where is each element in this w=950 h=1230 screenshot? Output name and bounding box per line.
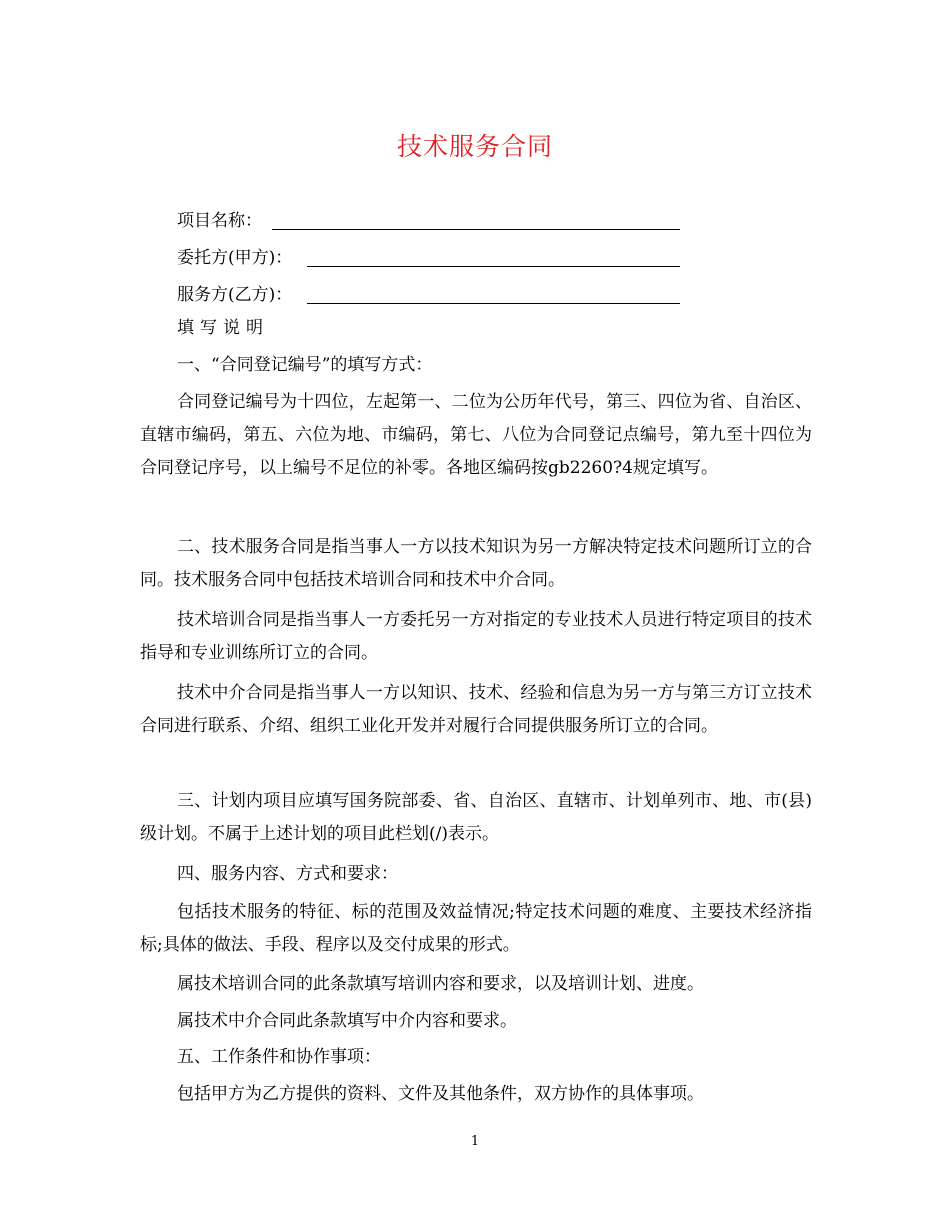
section-heading-1: 一、“合同登记编号”的填写方式：	[177, 355, 433, 375]
project-name-blank-line	[272, 229, 680, 230]
field-label: 服务方(乙方)：	[177, 285, 293, 305]
section-heading-4: 四、服务内容、方式和要求：	[177, 864, 398, 884]
paragraph-training-clause: 属技术培训合同的此条款填写培训内容和要求，以及培训计划、进度。	[177, 974, 704, 994]
project-name-field	[177, 206, 262, 236]
document-title: 技术服务合同	[396, 132, 553, 161]
section-heading-5: 五、工作条件和协作事项：	[177, 1047, 381, 1067]
paragraph-planned-projects: 三、计划内项目应填写国务院部委、省、自治区、直辖市、计划单列市、地、市(县)级计划。不属于上述计划的项目此栏划(/)表示。	[140, 791, 812, 844]
client-party-a-field	[177, 243, 292, 273]
paragraph-training-contract: 技术培训合同是指当事人一方委托另一方对指定的专业技术人员进行特定项目的技术指导和专业训练所订立的合同。	[140, 610, 812, 663]
paragraph-service-contract-definition: 二、技术服务合同是指当事人一方以技术知识为另一方解决特定技术问题所订立的合同。技术服务合同中包括技术培训合同和技术中介合同。	[140, 537, 812, 590]
page-number: 1	[470, 1134, 480, 1149]
paragraph-service-content: 包括技术服务的特征、标的范围及效益情况;特定技术问题的难度、主要技术经济指标;具体的做法、手段、程序以及交付成果的形式。	[140, 902, 812, 955]
paragraph-work-conditions: 包括甲方为乙方提供的资料、文件及其他条件，双方协作的具体事项。	[177, 1084, 704, 1104]
service-party-b-blank-line	[307, 303, 680, 304]
paragraph-registration-number: 合同登记编号为十四位，左起第一、二位为公历年代号，第三、四位为省、自治区、直辖市编码，第五、六位为地、市编码，第七、八位为合同登记点编号，第九至十四位为合同登记序号，以上编号不足位的补零。各地区编码按gb2260?4规定填写。	[140, 392, 812, 478]
field-label: 委托方(甲方)：	[177, 248, 293, 268]
service-party-b-field	[177, 280, 292, 310]
paragraph-intermediary-clause: 属技术中介合同此条款填写中介内容和要求。	[177, 1011, 517, 1031]
client-party-a-blank-line	[307, 266, 680, 267]
paragraph-intermediary-contract: 技术中介合同是指当事人一方以知识、技术、经验和信息为另一方与第三方订立技术合同进行联系、介绍、组织工业化开发并对履行合同提供服务所订立的合同。	[140, 683, 812, 736]
field-label: 项目名称：	[177, 211, 262, 231]
instructions-heading: 填写说明	[177, 318, 269, 338]
